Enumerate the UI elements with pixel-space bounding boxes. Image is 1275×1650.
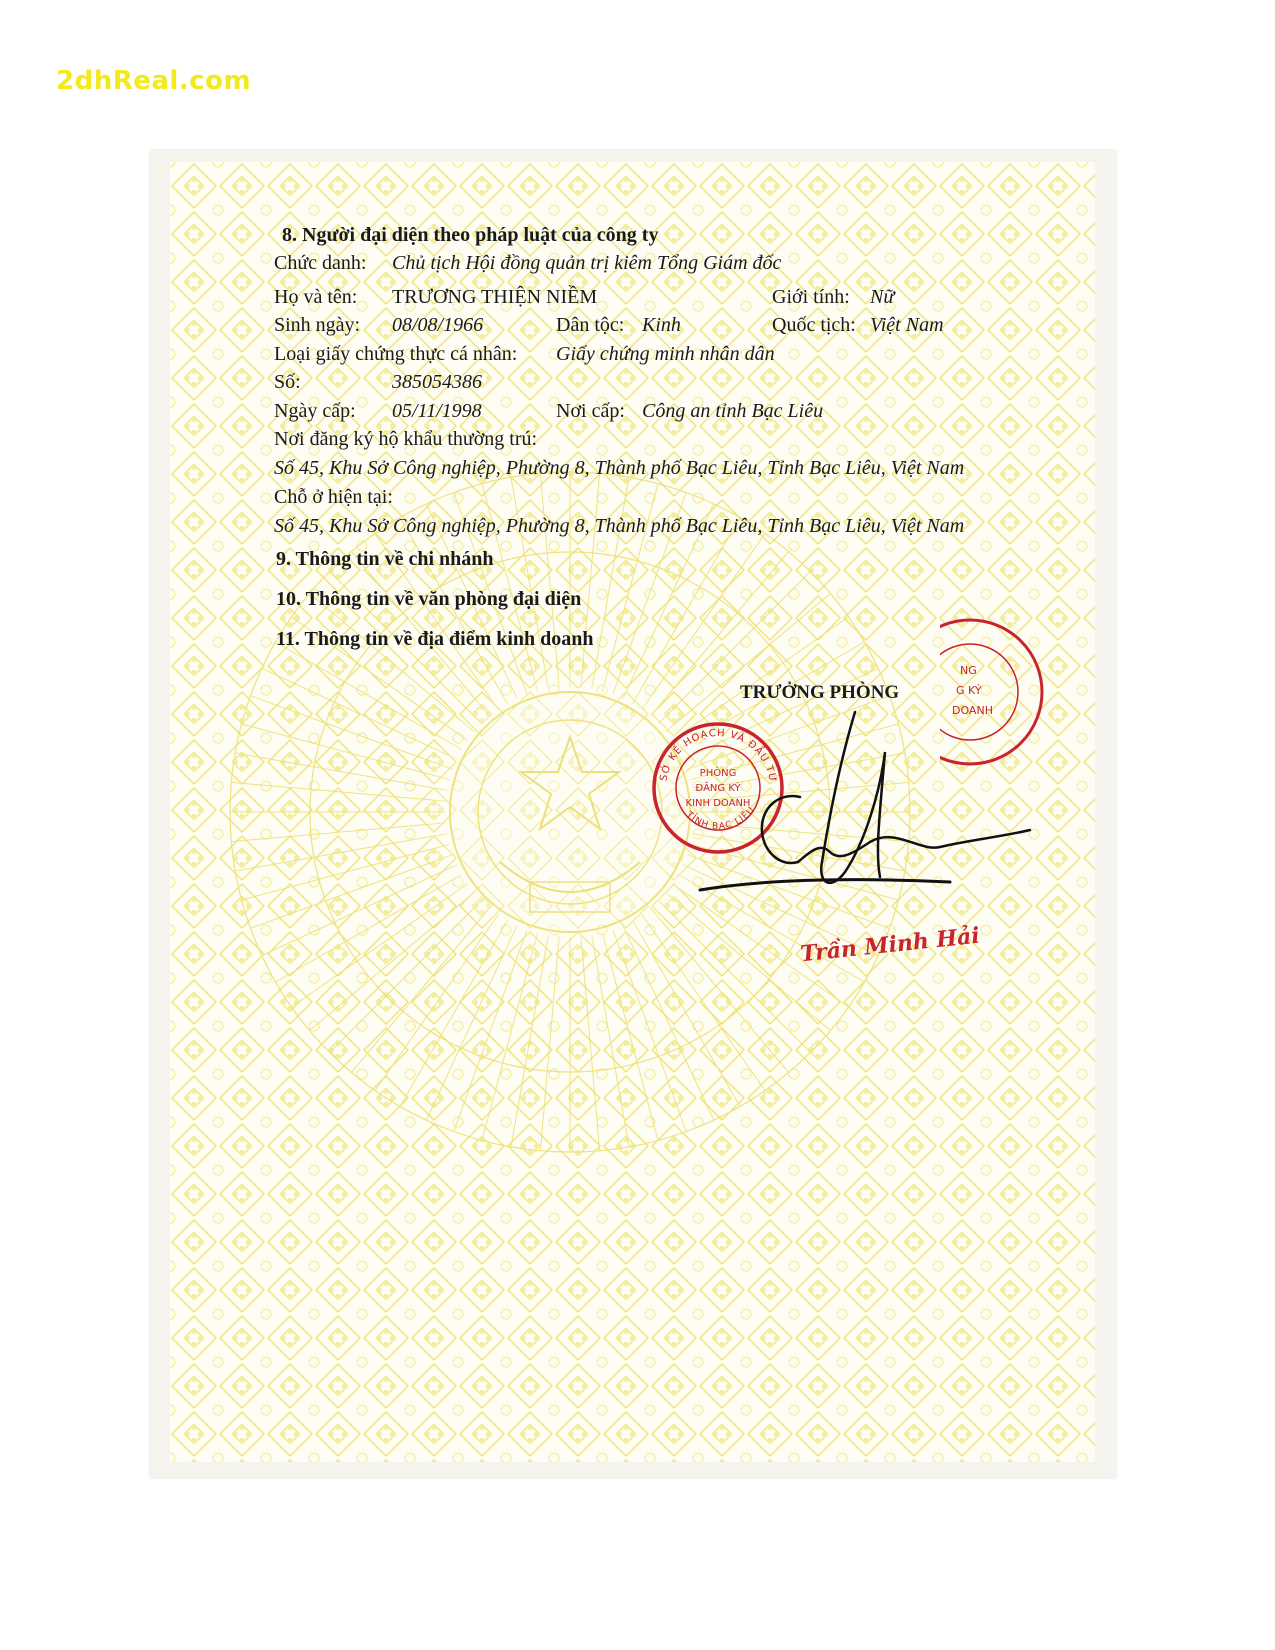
id-number-label: Số: bbox=[274, 371, 301, 393]
current-address-value: Số 45, Khu Sở Công nghiệp, Phường 8, Thành phố Bạc Liêu, Tỉnh Bạc Liêu, Việt Nam bbox=[274, 515, 965, 537]
issue-place-label: Nơi cấp: bbox=[556, 400, 625, 422]
section-10-heading: 10. Thông tin về văn phòng đại diện bbox=[276, 588, 582, 610]
handwritten-signature bbox=[680, 702, 1060, 922]
signer-name: Trần Minh Hải bbox=[799, 922, 981, 968]
svg-text:G KÝ: G KÝ bbox=[956, 684, 982, 697]
signer-role: TRƯỞNG PHÒNG bbox=[740, 682, 900, 703]
svg-text:DOANH: DOANH bbox=[952, 704, 993, 717]
dob-label: Sinh ngày: bbox=[274, 314, 361, 336]
nationality-label: Quốc tịch: bbox=[772, 314, 856, 336]
ethnicity-label: Dân tộc: bbox=[556, 314, 625, 336]
title-value: Chủ tịch Hội đồng quản trị kiêm Tổng Giám đốc bbox=[392, 252, 782, 274]
issue-date-value: 05/11/1998 bbox=[392, 400, 482, 422]
section-8-heading: 8. Người đại diện theo pháp luật của công ty bbox=[282, 224, 659, 246]
current-address-label: Chỗ ở hiện tại: bbox=[274, 486, 393, 508]
stamp-ring-text: SỞ KẾ HOẠCH VÀ ĐẦU TƯ bbox=[658, 727, 778, 784]
dob-value: 08/08/1966 bbox=[392, 314, 484, 336]
nationality-value: Việt Nam bbox=[870, 314, 944, 336]
id-number-value: 385054386 bbox=[392, 371, 482, 393]
certificate-page bbox=[170, 162, 1095, 1462]
document-sheet bbox=[150, 150, 1116, 1478]
issue-date-label: Ngày cấp: bbox=[274, 400, 356, 422]
gender-value: Nữ bbox=[870, 286, 895, 308]
stamp-bottom-text: TỈNH BẠC LIÊU bbox=[683, 804, 758, 833]
permanent-address-value: Số 45, Khu Sở Công nghiệp, Phường 8, Thành phố Bạc Liêu, Tỉnh Bạc Liêu, Việt Nam bbox=[274, 457, 965, 479]
stamp-line-2: ĐĂNG KÝ bbox=[695, 783, 741, 794]
issue-place-value: Công an tỉnh Bạc Liêu bbox=[642, 400, 824, 422]
svg-text:NG: NG bbox=[960, 664, 977, 677]
stamp-line-1: PHÒNG bbox=[699, 768, 737, 779]
name-value: TRƯƠNG THIỆN NIỀM bbox=[392, 286, 598, 308]
gender-label: Giới tính: bbox=[772, 286, 850, 308]
permanent-address-label: Nơi đăng ký hộ khẩu thường trú: bbox=[274, 428, 538, 450]
watermark-text: 2dhReal.com bbox=[56, 66, 252, 96]
ethnicity-value: Kinh bbox=[642, 314, 681, 336]
id-type-label: Loại giấy chứng thực cá nhân: bbox=[274, 343, 518, 365]
name-label: Họ và tên: bbox=[274, 286, 358, 308]
section-11-heading: 11. Thông tin về địa điểm kinh doanh bbox=[276, 628, 594, 650]
id-type-value: Giấy chứng minh nhân dân bbox=[556, 343, 775, 365]
section-9-heading: 9. Thông tin về chi nhánh bbox=[276, 548, 494, 570]
stamp-line-3: KINH DOANH bbox=[685, 798, 751, 809]
title-label: Chức danh: bbox=[274, 252, 367, 274]
